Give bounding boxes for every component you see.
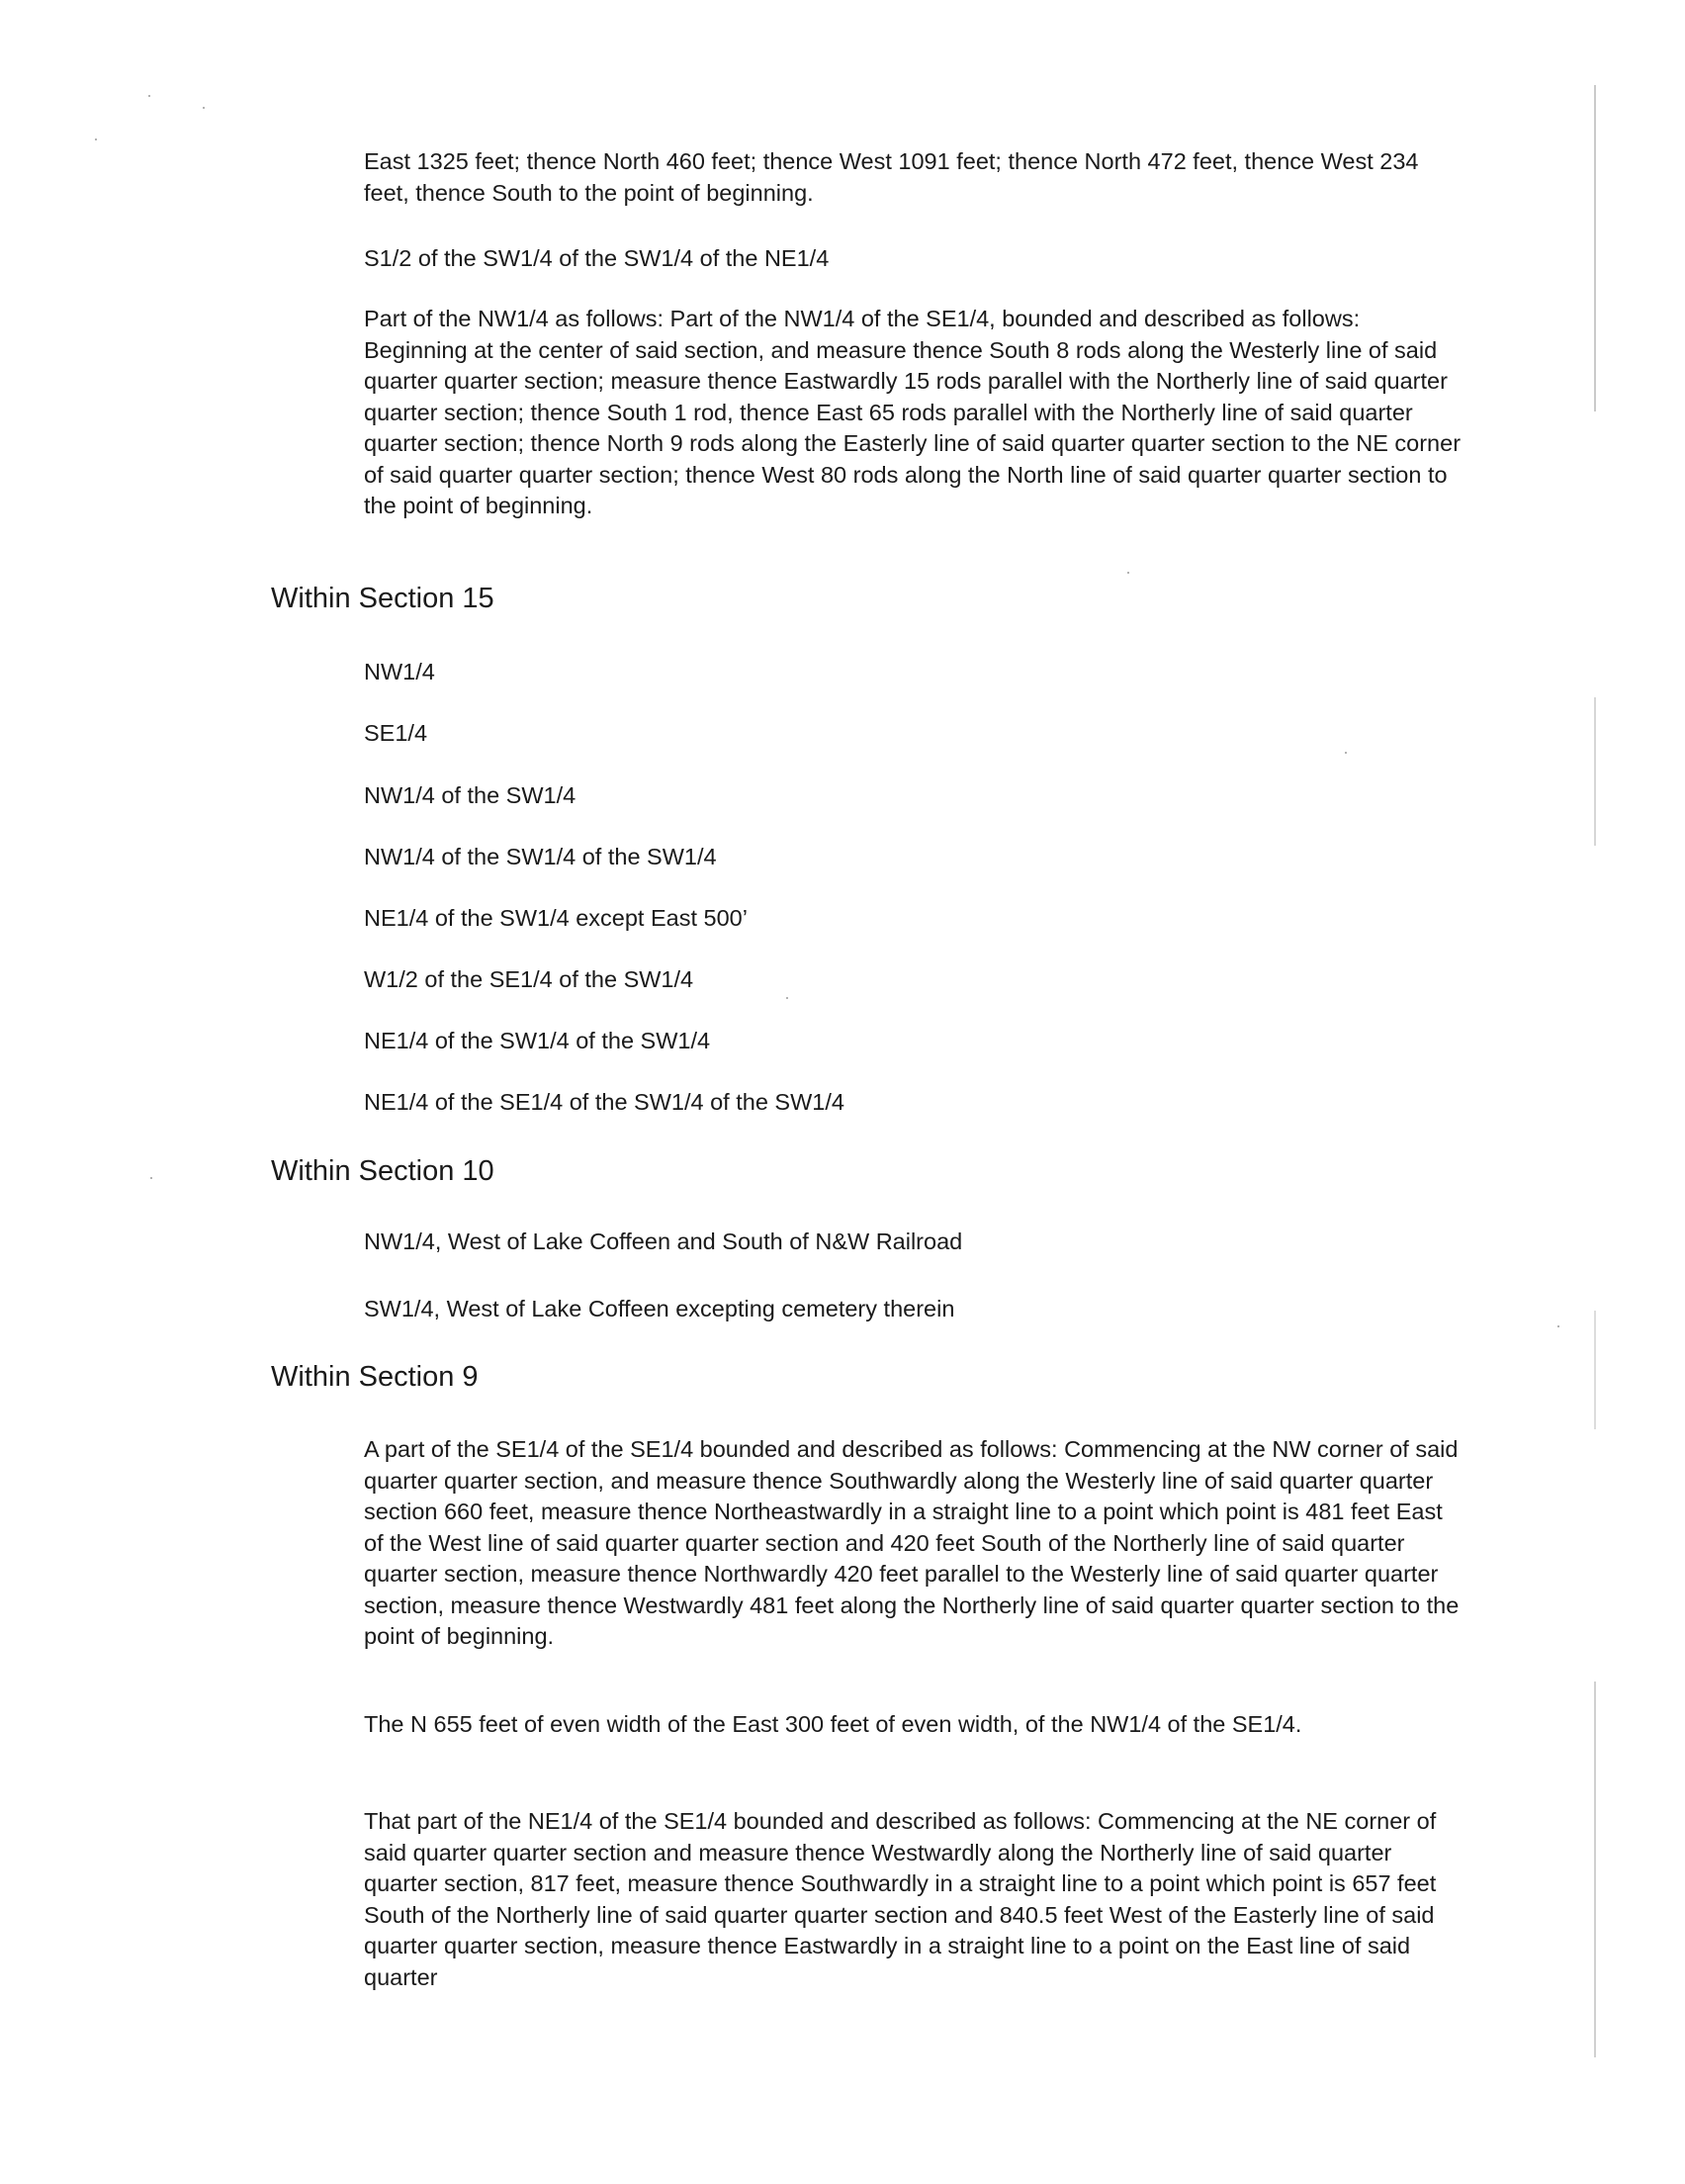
section-15-heading: Within Section 15 xyxy=(271,583,494,614)
paragraph-part-nw: Part of the NW1/4 as follows: Part of the NW1/4 of the SE1/4, bounded and described as follows: Beginning at the center of said section, and measure thence South 8 rods along the Westerly line of said quarter quarter section; measure thence Eastwardly 15 rods parallel with the Northerly line of said quarter quarter section; thence South 1 rod, thence East 65 rods parallel with the Northerly line of said quarter quarter section; thence North 9 rods along the Easterly line of said quarter quarter section to the NE corner of said quarter quarter section; thence West 80 rods along the North line of said quarter quarter section to the point of beginning. xyxy=(364,306,1462,518)
paragraph-sec9-se: A part of the SE1/4 of the SE1/4 bounded and described as follows: Commencing at the NW corner of said quarter quarter section, and measure thence Southwardly along the Westerly line of said quarter quarter section 660 feet, measure thence Northeastwardly in a straight line to a point which point is 481 feet East of the West line of said quarter quarter section and 420 feet South of the Northerly line of said quarter quarter section, measure thence Northwardly 420 feet parallel to the Westerly line of said quarter quarter section, measure thence Westwardly 481 feet along the Northerly line of said quarter quarter section to the point of beginning. xyxy=(364,1436,1460,1649)
section-9-heading: Within Section 9 xyxy=(271,1361,479,1393)
scan-speck xyxy=(1127,572,1129,574)
scan-speck xyxy=(1557,1325,1559,1327)
scan-speck xyxy=(786,997,788,999)
paragraph-sec9-ne: That part of the NE1/4 of the SE1/4 bounded and described as follows: Commencing at the NE corner of said quarter quarter section and measure thence Westwardly along the Northerly line of said quarter quarter section, 817 feet, measure thence Southwardly in a straight line to a point which point is 657 feet South of the Northerly line of said quarter quarter section and 840.5 feet West of the Easterly line of said quarter quarter section, measure thence Eastwardly in a straight line to a point on the East line of said quarter xyxy=(364,1808,1437,1990)
scan-artifact-line xyxy=(1594,697,1596,846)
list-item: NW1/4 of the SW1/4 xyxy=(364,782,576,808)
paragraph-sec9-n655: The N 655 feet of even width of the East 300 feet of even width, of the NW1/4 of the SE1/4. xyxy=(364,1711,1302,1737)
scan-speck xyxy=(150,1177,152,1179)
list-item: NW1/4 of the SW1/4 of the SW1/4 xyxy=(364,844,717,869)
list-item: NE1/4 of the SW1/4 of the SW1/4 xyxy=(364,1028,711,1053)
section-10-heading: Within Section 10 xyxy=(271,1155,494,1187)
list-item: NE1/4 of the SE1/4 of the SW1/4 of the SW1/4 xyxy=(364,1089,844,1115)
list-item: NW1/4, West of Lake Coffeen and South of N&W Railroad xyxy=(364,1228,963,1254)
scan-speck xyxy=(1345,752,1347,754)
scan-speck xyxy=(148,95,150,97)
scan-artifact-line xyxy=(1594,1682,1596,2057)
scan-speck xyxy=(203,107,205,109)
list-item: SW1/4, West of Lake Coffeen excepting cemetery therein xyxy=(364,1296,955,1321)
scan-artifact-line xyxy=(1594,1311,1596,1429)
paragraph-s-half-sw: S1/2 of the SW1/4 of the SW1/4 of the NE1/4 xyxy=(364,245,830,271)
paragraph-continuation: East 1325 feet; thence North 460 feet; thence West 1091 feet; thence North 472 feet, thence West 234 feet, thence South to the point of beginning. xyxy=(364,148,1419,206)
list-item: NW1/4 xyxy=(364,659,435,684)
scan-speck xyxy=(95,138,97,140)
scan-artifact-line xyxy=(1594,85,1596,411)
list-item: W1/2 of the SE1/4 of the SW1/4 xyxy=(364,966,694,992)
list-item: NE1/4 of the SW1/4 except East 500’ xyxy=(364,905,748,931)
list-item: SE1/4 xyxy=(364,720,428,746)
